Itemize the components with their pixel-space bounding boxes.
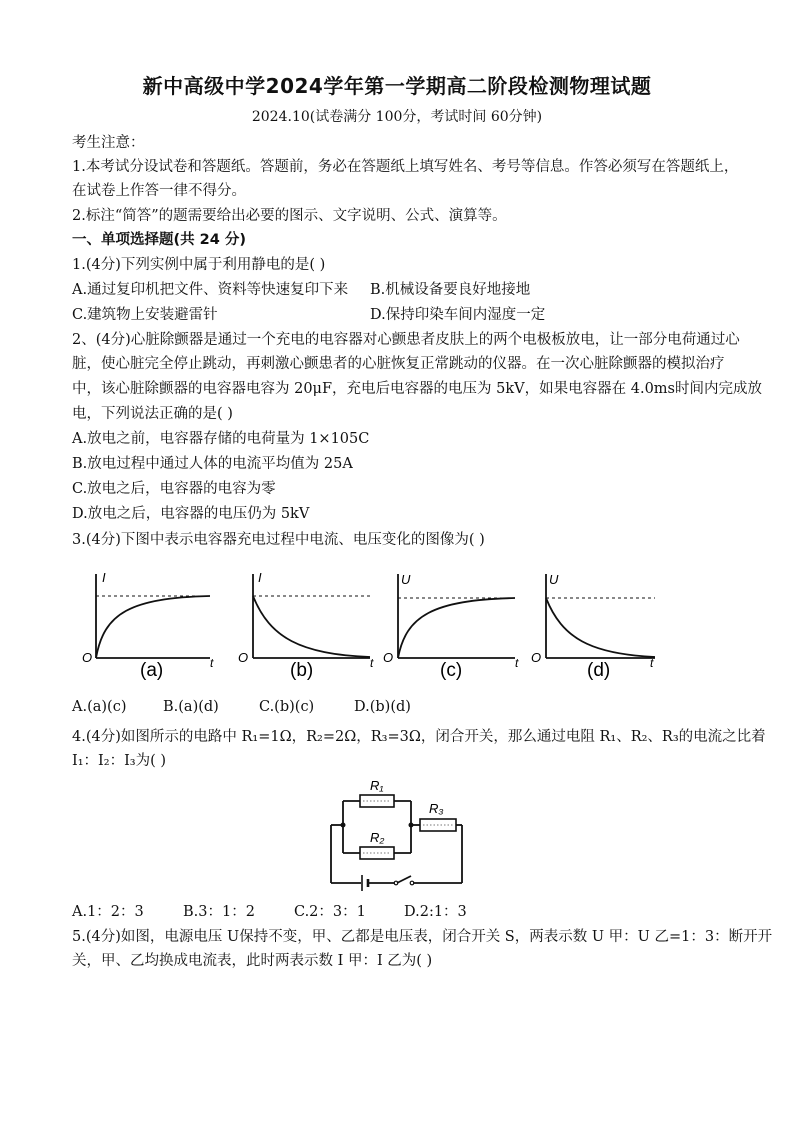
q2-option-d: D.放电之后，电容器的电压仍为 5kV	[72, 506, 310, 522]
q3-graphs	[70, 568, 670, 686]
graph-c-caption: (c)	[440, 660, 463, 681]
q4-option-a: A.1：2：3	[72, 904, 144, 920]
resistor-r2-label: R₂	[370, 830, 385, 845]
q2-line-4: 电，下列说法正确的是( )	[72, 406, 233, 422]
notice-heading: 考生注意：	[72, 135, 145, 151]
graph-d-origin: O	[531, 650, 542, 665]
q1-option-c: C.建筑物上安装避雷针	[72, 307, 218, 323]
resistor-r1-label: R₁	[370, 778, 384, 793]
exam-title: 新中高级中学2024学年第一学期高二阶段检测物理试题	[142, 74, 652, 98]
q3-option-b: B.(a)(d)	[163, 699, 219, 715]
graph-d-caption: (d)	[587, 660, 611, 681]
graph-c	[383, 572, 519, 681]
q2-option-c: C.放电之后，电容器的电容为零	[72, 481, 276, 497]
q4-line-2: I₁：I₂：I₃为( )	[72, 753, 167, 769]
graph-c-time-label: t	[515, 656, 519, 670]
q2-option-b: B.放电过程中通过人体的电流平均值为 25A	[72, 456, 353, 472]
graph-d	[531, 572, 655, 681]
q1-option-b: B.机械设备要良好地接地	[370, 282, 531, 298]
graph-a-caption: (a)	[140, 660, 164, 681]
q4-line-1: 4.(4分)如图所示的电路中 R₁=1Ω，R₂=2Ω，R₃=3Ω，闭合开关，那么通过电阻 R₁、R₂、R₃的电流之比着	[72, 729, 766, 745]
graph-c-axis-label: U	[401, 572, 411, 587]
graph-a-axis-label: I	[102, 570, 106, 585]
notice-item-1-line-2: 在试卷上作答一律不得分。	[72, 183, 246, 199]
graph-b	[238, 570, 374, 681]
graph-c-origin: O	[383, 650, 394, 665]
graph-d-axis-label: U	[549, 572, 559, 587]
q3-stem: 3.(4分)下图中表示电容器充电过程中电流、电压变化的图像为( )	[72, 532, 485, 548]
graph-b-time-label: t	[370, 656, 374, 670]
notice-item-1-line-1: 1.本考试分设试卷和答题纸。答题前，务必在答题纸上填写姓名、考号等信息。作答必须写在答题纸上，	[72, 159, 739, 175]
q5-line-2: 关，甲、乙均换成电流表，此时两表示数 I 甲：I 乙为( )	[72, 953, 433, 969]
q1-option-d: D.保持印染车间内湿度一定	[370, 307, 546, 323]
graph-b-axis-label: I	[258, 570, 262, 585]
notice-item-2: 2.标注“简答”的题需要给出必要的图示、文字说明、公式、演算等。	[72, 208, 507, 224]
q3-option-d: D.(b)(d)	[354, 699, 411, 715]
q1-stem: 1.(4分)下列实例中属于利用静电的是( )	[72, 257, 326, 273]
resistor-r3-label: R₃	[429, 801, 444, 816]
exam-subtitle: 2024.10(试卷满分 100分，考试时间 60分钟)	[251, 109, 543, 125]
graph-b-origin: O	[238, 650, 249, 665]
graph-b-caption: (b)	[290, 660, 314, 681]
q2-option-a: A.放电之前，电容器存储的电荷量为 1×105C	[72, 431, 370, 447]
q2-line-1: 2、(4分)心脏除颤器是通过一个充电的电容器对心颤患者皮肤上的两个电极板放电，让一部分电荷通过心	[72, 332, 740, 348]
section-heading: 一、单项选择题(共 24 分)	[72, 232, 247, 248]
q2-line-3: 中，该心脏除颤器的电容器电容为 20μF，充电后电容器的电压为 5kV，如果电容器在 4.0ms时间内完成放	[72, 381, 762, 397]
q4-option-b: B.3：1：2	[183, 904, 255, 920]
q3-option-c: C.(b)(c)	[259, 699, 315, 715]
q1-option-a: A.通过复印机把文件、资料等快速复印下来	[72, 282, 349, 298]
graph-a-origin: O	[82, 650, 93, 665]
graph-d-time-label: t	[650, 656, 654, 670]
graph-a-time-label: t	[210, 656, 214, 670]
q4-option-d: D.2:1：3	[404, 904, 467, 920]
q3-option-a: A.(a)(c)	[72, 699, 127, 715]
graph-a	[82, 570, 214, 681]
q5-line-1: 5.(4分)如图，电源电压 U保持不变，甲、乙都是电压表，闭合开关 S，两表示数 U 甲：U 乙=1：3：断开开	[72, 929, 773, 945]
q2-line-2: 脏，使心脏完全停止跳动，再刺激心颤患者的心脏恢复正常跳动的仪器。在一次心脏除颤器的模拟治疗	[72, 356, 725, 372]
q4-option-c: C.2：3：1	[294, 904, 366, 920]
q4-circuit-diagram	[325, 773, 470, 893]
